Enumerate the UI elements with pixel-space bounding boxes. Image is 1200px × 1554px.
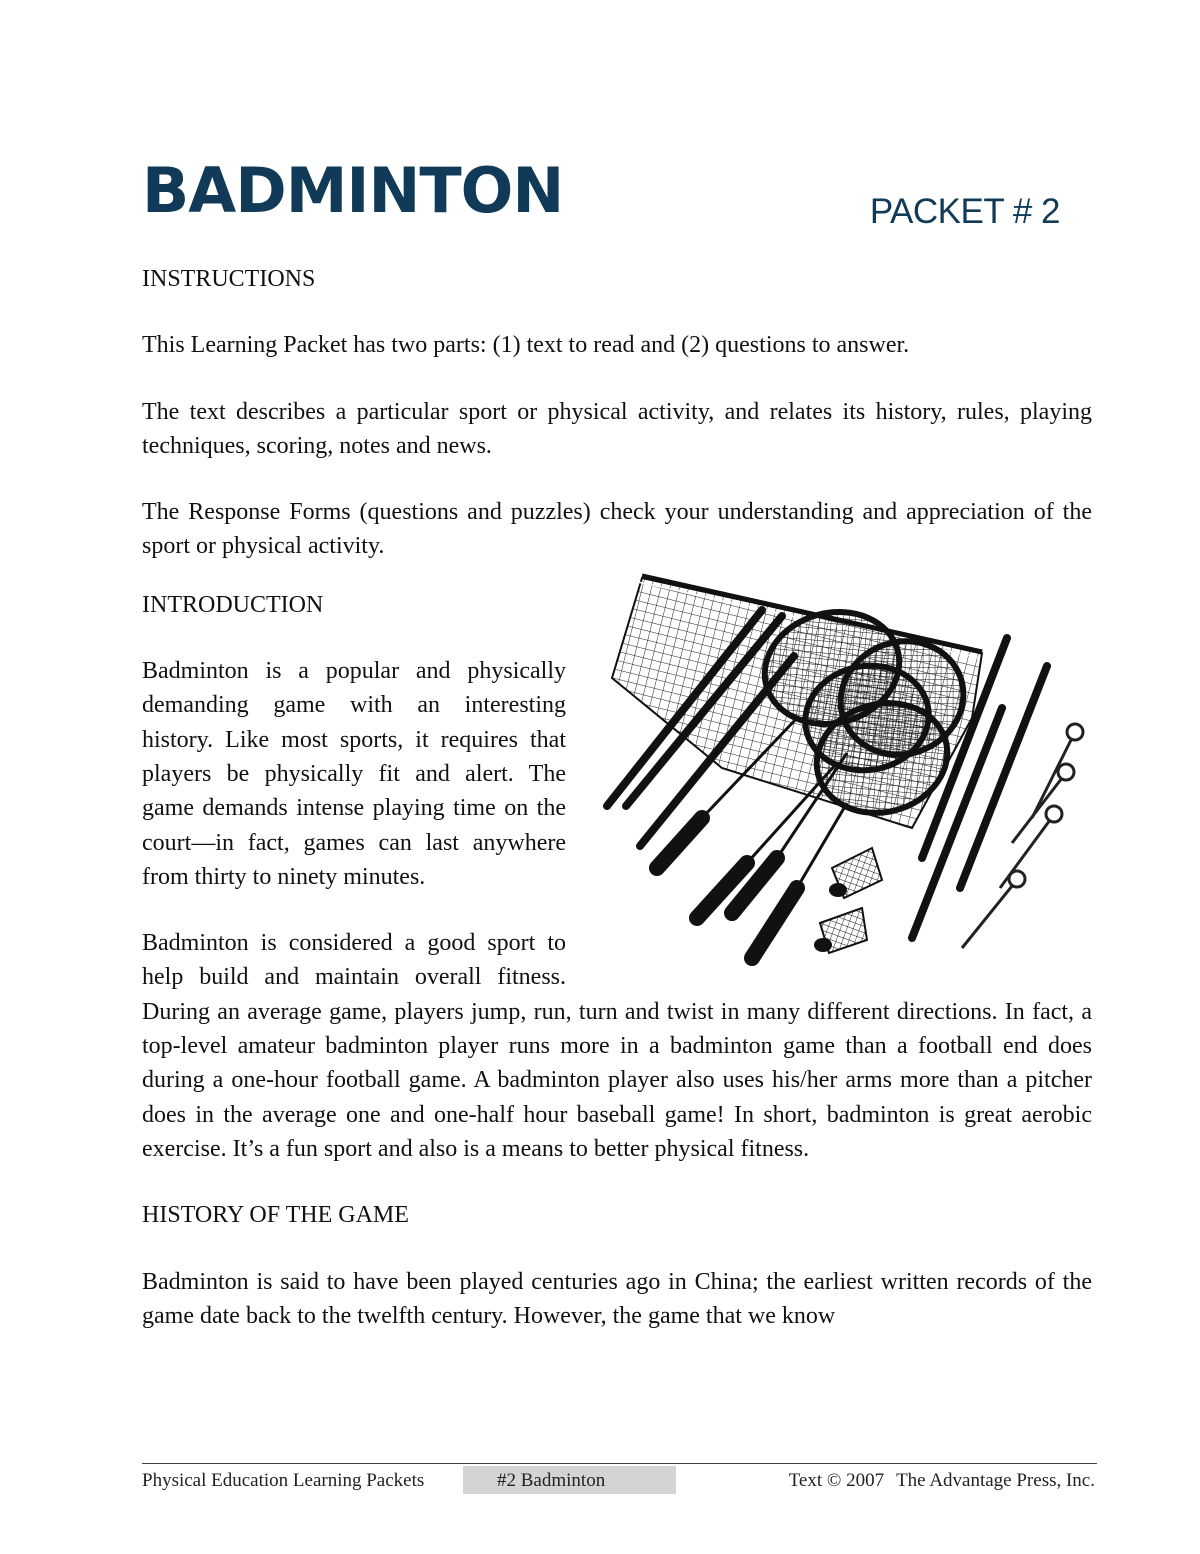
footer-packet-label: #2 Badminton xyxy=(497,1470,606,1491)
footer-packet-label-box xyxy=(463,1466,676,1494)
introduction-heading: INTRODUCTION xyxy=(142,591,324,618)
instructions-paragraph-1: This Learning Packet has two parts: (1) text to read and (2) questions to answer. xyxy=(142,332,910,359)
footer-copyright xyxy=(777,1470,1095,1492)
history-paragraph-1: Badminton is said to have been played centuries ago in China; the earliest written records of the game date back to the twelfth century. However, the game that we know xyxy=(142,1268,1092,1329)
document-body xyxy=(142,262,1092,1365)
packet-number: PACKET # 2 xyxy=(869,192,1060,231)
page-footer xyxy=(142,1466,1097,1494)
instructions-paragraph-2: The text describes a particular sport or physical activity, and relates its history, rules, playing techniques, scoring, notes and news. xyxy=(142,398,1092,459)
footer-copyright-text: Text © 2007 xyxy=(788,1470,885,1491)
badminton-equipment-illustration xyxy=(582,568,1102,988)
page-title: BADMINTON xyxy=(142,154,564,227)
introduction-paragraph-1: Badminton is a popular and physically demanding game with an interesting history. Like most sports, it requires that players be physically fit and alert. The game demands intense playing time on the court—in fact, games can last anywhere from thirty to ninety minutes. xyxy=(142,658,566,890)
footer-publisher: The Advantage Press, Inc. xyxy=(896,1470,1095,1491)
footer-divider xyxy=(142,1463,1097,1464)
history-heading: HISTORY OF THE GAME xyxy=(142,1202,409,1229)
instructions-paragraph-3: The Response Forms (questions and puzzles) check your understanding and appreciation of the sport or physical activity. xyxy=(142,499,1092,560)
instructions-heading: INSTRUCTIONS xyxy=(142,266,316,292)
introduction-paragraph-2: Badminton is considered a good sport to help build and maintain overall fitness. During an average game, players jump, run, turn and twist in many different directions. In fact, a top-level amateur badminton player runs more in a badminton game than a football end does during a one-hour football game. A badminton player also uses his/her arms more than a pitcher does in the average one and one-half hour baseball game! In short, badminton is great aerobic exercise. It’s a fun sport and also is a means to better physical fitness. xyxy=(142,930,1092,1162)
footer-series-title: Physical Education Learning Packets xyxy=(142,1470,425,1491)
